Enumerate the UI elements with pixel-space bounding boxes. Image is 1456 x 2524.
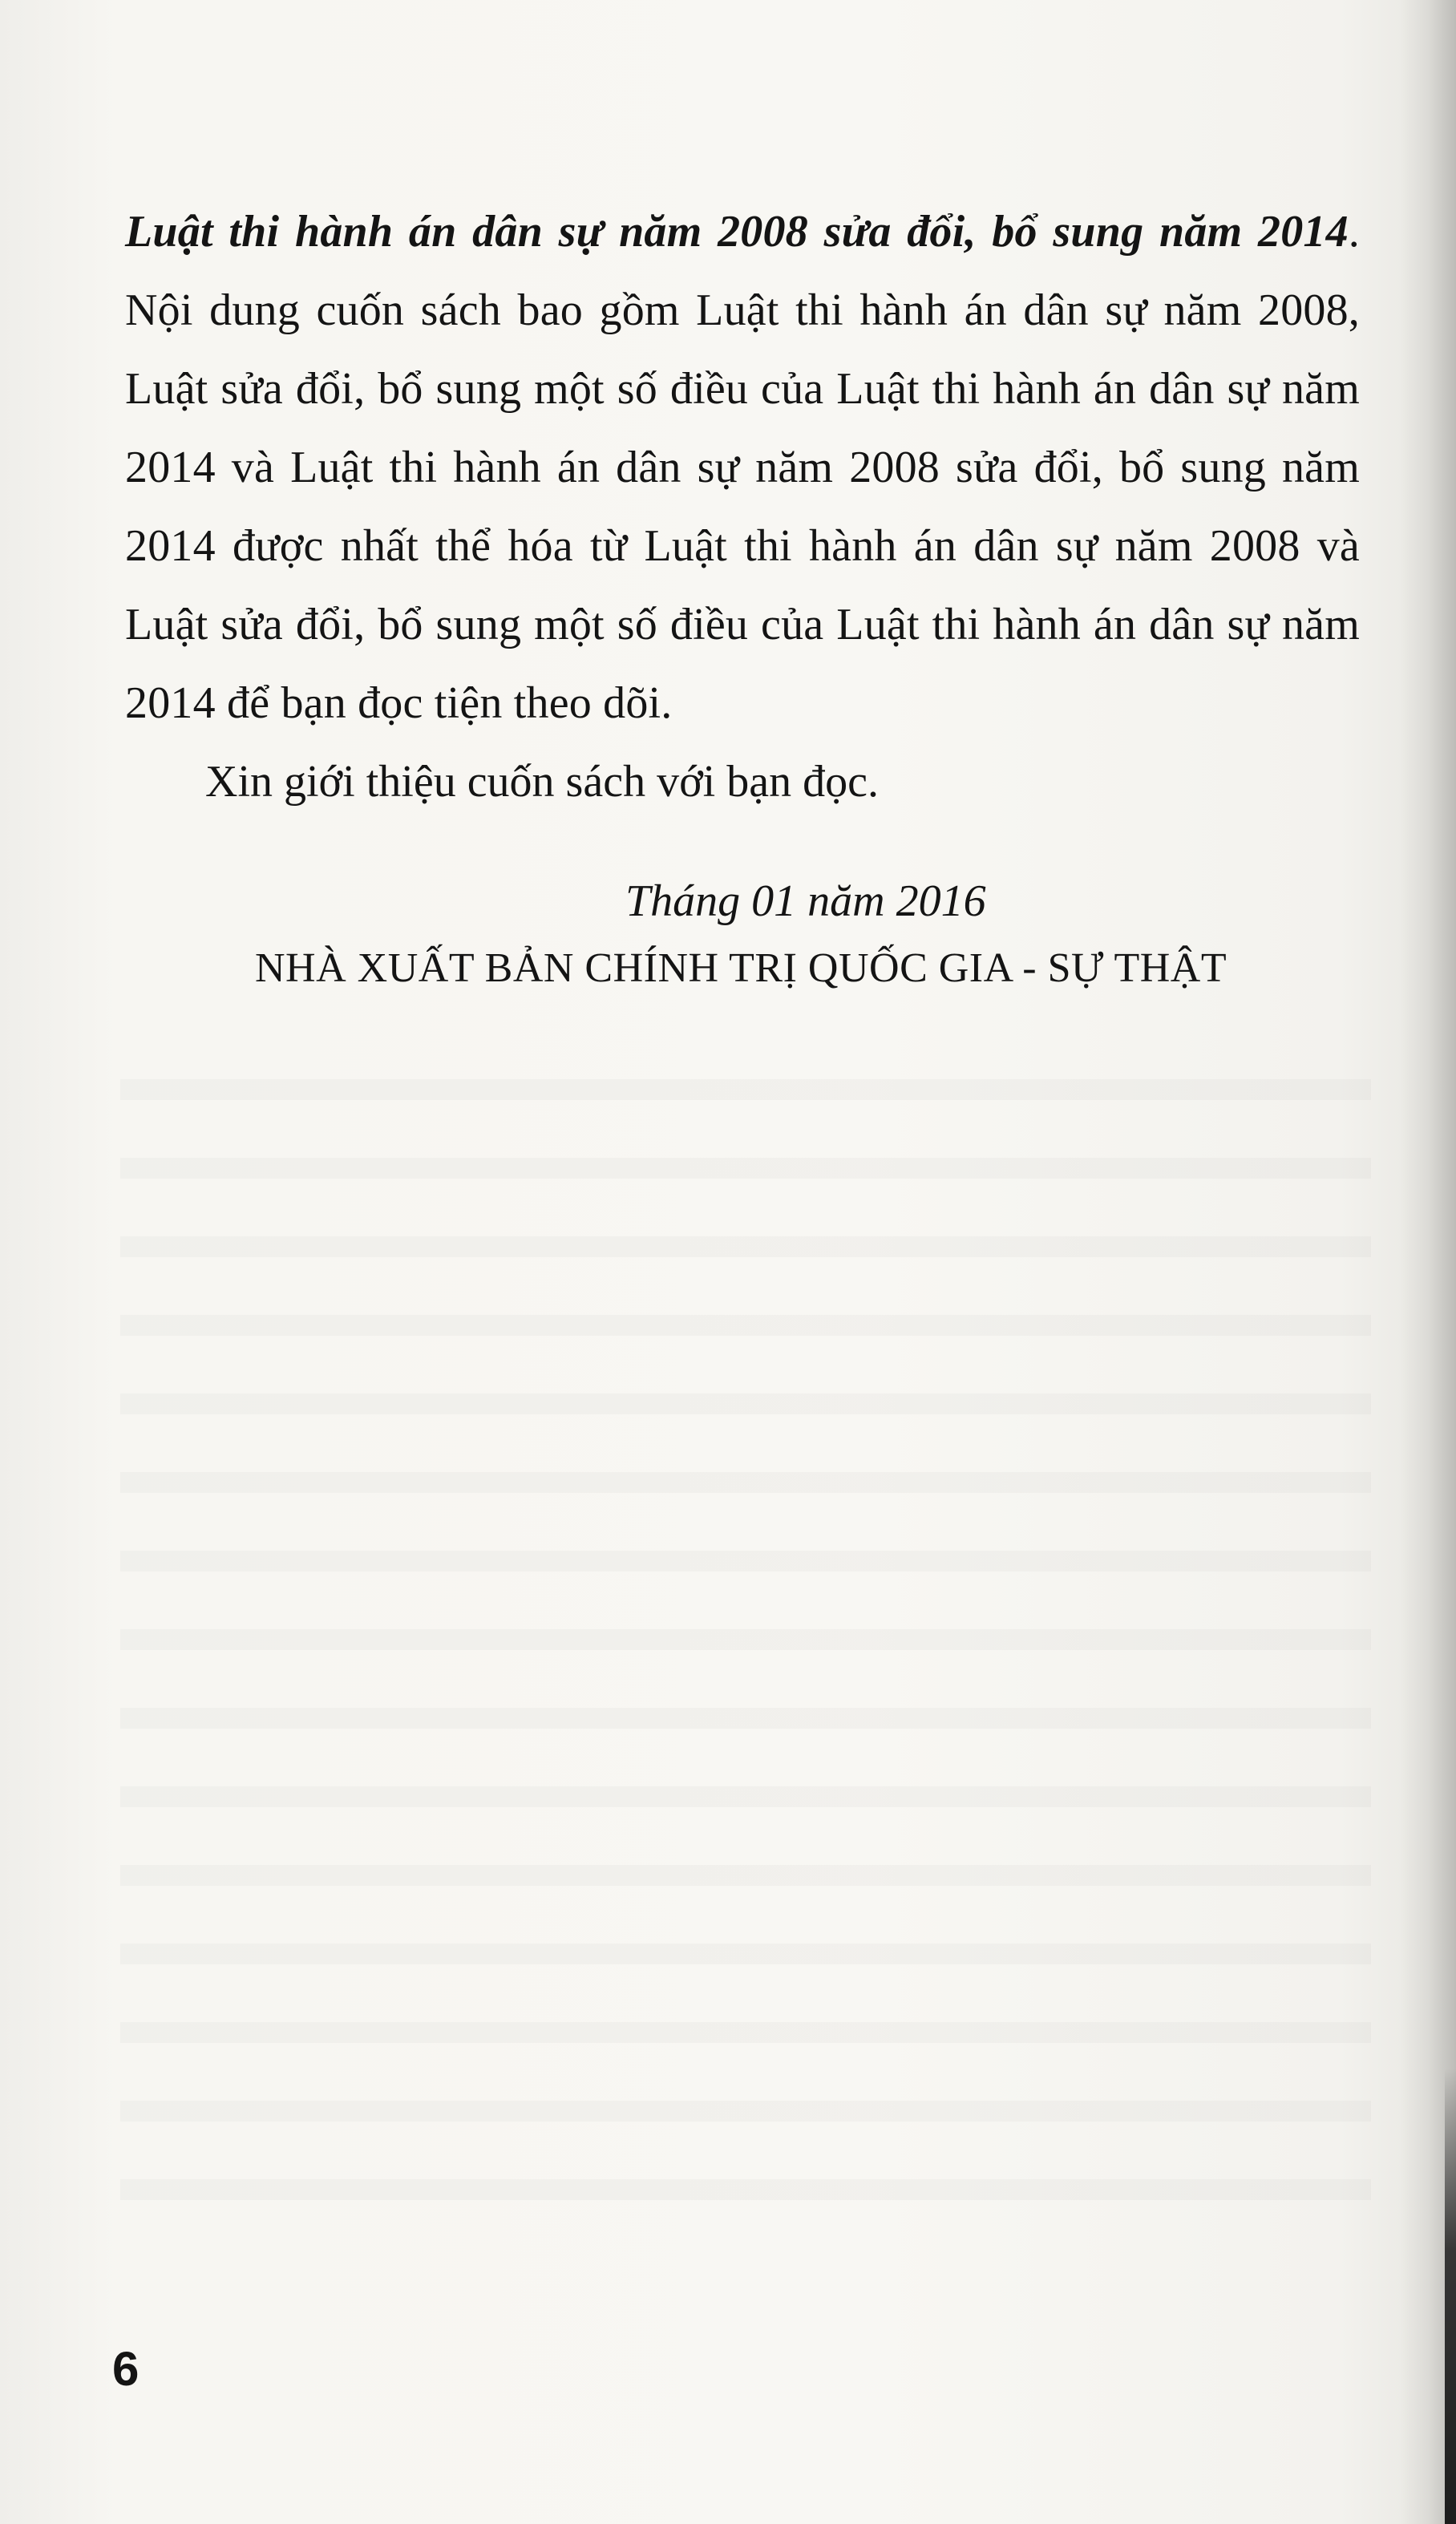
paragraph-2: Xin giới thiệu cuốn sách với bạn đọc. [205, 757, 879, 807]
page-edge-dark [1445, 2069, 1456, 2524]
signoff-date: Tháng 01 năm 2016 [625, 876, 986, 926]
signoff-publisher: NHÀ XUẤT BẢN CHÍNH TRỊ QUỐC GIA - SỰ THẬT [255, 945, 1227, 991]
reverse-side-show-through [120, 1050, 1371, 2221]
page-number: 6 [112, 2342, 140, 2396]
paragraph-1 [125, 192, 1360, 742]
paragraph-1-lead: Luật thi hành án dân sự năm 2008 sửa đổi, bổ sung năm 2014 [125, 207, 1349, 257]
body-text [125, 192, 1360, 821]
paragraph-1-body: . Nội dung cuốn sách bao gồm Luật thi hành án dân sự năm 2008, Luật sửa đổi, bổ sung một số điều của Luật thi hành án dân sự năm 2014 và Luật thi hành án dân sự năm 2008 sửa đổi, bổ sung năm 2014 được nhất thể hóa từ Luật thi hành án dân sự năm 2008 và Luật sửa đổi, bổ sung một số điều của Luật thi hành án dân sự năm 2014 để bạn đọc tiện theo dõi. [125, 207, 1360, 728]
